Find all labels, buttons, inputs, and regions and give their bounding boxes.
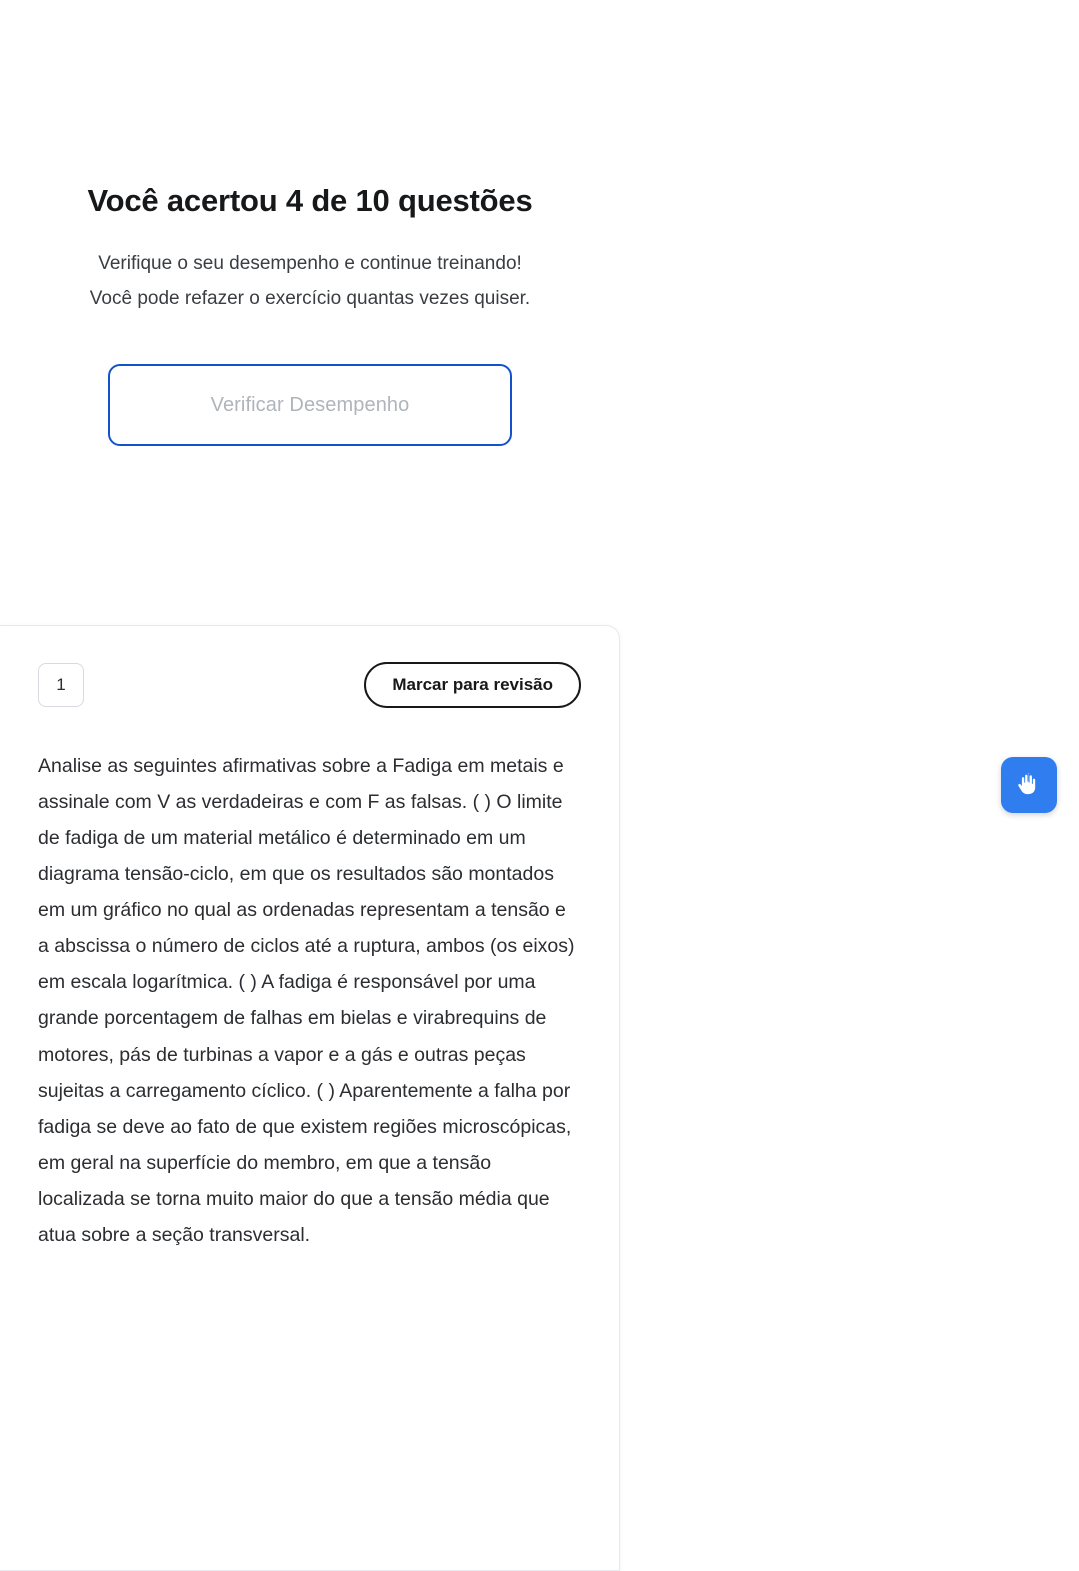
question-card [0, 625, 620, 1571]
verificar-desempenho-button[interactable]: Verificar Desempenho [108, 364, 512, 446]
result-summary [0, 180, 620, 446]
accessibility-widget-button[interactable] [1001, 757, 1057, 813]
question-card-header [38, 662, 581, 708]
marcar-para-revisao-button[interactable]: Marcar para revisão [364, 662, 581, 708]
result-subtitle: Verifique o seu desempenho e continue treinando! Você pode refazer o exercício quantas vezes quiser. [89, 252, 531, 309]
question-number-badge: 1 [38, 663, 84, 707]
question-text: Analise as seguintes afirmativas sobre a Fadiga em metais e assinale com V as verdadeiras e com F as falsas. ( ) O limite de fadiga de um material metálico é determinado em um diagrama tensão-ciclo, em que os resultados são montados em um gráfico no qual as ordenadas representam a tensão e a abscissa o número de ciclos até a ruptura, ambos (os eixos) em escala logarítmica. ( ) A fadiga é responsável por uma grande porcentagem de falhas em bielas e virabrequins de motores, pás de turbinas a vapor e a gás e outras peças sujeitas a carregamento cíclico. ( ) Aparentemente a falha por fadiga se deve ao fato de que existem regiões microscópicas, em geral na superfície do membro, em que a tensão localizada se torna muito maior do que a tensão média que atua sobre a seção transversal. [38, 755, 575, 1246]
accessibility-hand-icon [1015, 771, 1043, 799]
page-title: Você acertou 4 de 10 questões [87, 183, 533, 218]
